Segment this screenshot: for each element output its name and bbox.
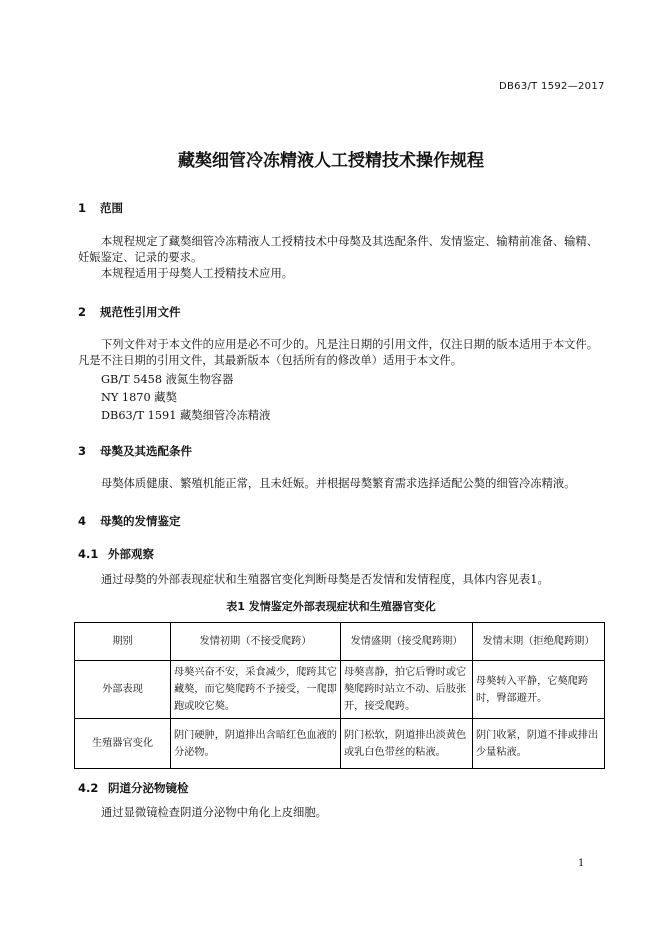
table-row-header: 生殖器官变化: [75, 719, 171, 769]
table-row: [75, 719, 605, 769]
table-cell: 阴门收紧，阴道不排或排出少量粘液。: [473, 719, 605, 769]
table-row-header: 外部表现: [75, 661, 171, 719]
section-title: 阴道分泌物镜检: [108, 781, 189, 795]
document-title: 藏獒细管冷冻精液人工授精技术操作规程: [178, 151, 484, 171]
section-title: 外部观察: [108, 547, 154, 561]
section-title: 母獒的发情鉴定: [100, 514, 181, 528]
table-cell: 阴门松软，阴道排出淡黄色或乳白色带丝的粘液。: [341, 719, 473, 769]
section-number: 3: [78, 444, 87, 458]
estrus-table: [74, 622, 605, 769]
table-header-cell: 发情盛期（接受爬跨期）: [341, 623, 473, 661]
table-header-cell: 发情初期（不接受爬跨）: [171, 623, 341, 661]
reference-item: NY 1870 藏獒: [101, 391, 177, 404]
observation-paragraph: 通过母獒的外部表现症状和生殖器官变化判断母獒是否发情和发情程度，具体内容见表1。: [101, 573, 549, 586]
table-cell: 母獒兴奋不安，采食减少，爬跨其它藏獒，而它獒爬跨不予接受，一爬即跑或咬它獒。: [171, 661, 341, 719]
table-cell: 阴门硬肿，阴道排出含暗红色血液的分泌物。: [171, 719, 341, 769]
section-title: 母獒及其选配条件: [100, 444, 192, 458]
references-paragraph-line-2: 凡是不注日期的引用文件，其最新版本（包括所有的修改单）适用于本文件。: [78, 354, 463, 367]
section-2-heading: [78, 304, 181, 320]
section-4-heading: [78, 513, 181, 529]
table-row: [75, 661, 605, 719]
table-header-cell: 期别: [75, 623, 171, 661]
table-header-row: [75, 623, 605, 661]
selection-paragraph: 母獒体质健康、繁殖机能正常，且未妊娠。并根据母獒繁育需求选择适配公獒的细管冷冻精液。: [101, 477, 576, 490]
reference-item: DB63/T 1591 藏獒细管冷冻精液: [101, 409, 271, 422]
table-caption: 表1 发情鉴定外部表现症状和生殖器官变化: [226, 600, 436, 613]
reference-item: GB/T 5458 液氮生物容器: [101, 373, 234, 386]
scope-applicability: 本规程适用于母獒人工授精技术应用。: [101, 267, 294, 280]
section-number: 4.2: [78, 781, 99, 795]
section-number: 2: [78, 305, 87, 319]
section-title: 规范性引用文件: [100, 305, 181, 319]
references-paragraph-line-1: 下列文件对于本文件的应用是必不可少的。凡是注日期的引用文件，仅注日期的版本适用于本文件。: [101, 338, 599, 351]
scope-paragraph-line-1: 本规程规定了藏獒细管冷冻精液人工授精技术中母獒及其选配条件、发情鉴定、输精前准备、输精、: [101, 235, 599, 248]
section-1-heading: [78, 200, 123, 216]
standard-code: DB63/T 1592—2017: [499, 81, 605, 92]
section-number: 1: [78, 201, 87, 215]
microscopy-paragraph: 通过显微镜检查阴道分泌物中角化上皮细胞。: [101, 806, 327, 819]
page-number: 1: [578, 858, 585, 869]
scope-paragraph-line-2: 妊娠鉴定、记录的要求。: [78, 251, 203, 264]
section-number: 4.1: [78, 547, 99, 561]
section-number: 4: [78, 514, 87, 528]
section-3-heading: [78, 443, 192, 459]
section-4-1-heading: [78, 546, 154, 562]
table-cell: 母獒转入平静，它獒爬跨时，臀部避开。: [473, 661, 605, 719]
table-header-cell: 发情末期（拒绝爬跨期）: [473, 623, 605, 661]
section-4-2-heading: [78, 780, 189, 796]
table-cell: 母獒喜静，拍它后臀时或它獒爬跨时站立不动、后肢张开，接受爬跨。: [341, 661, 473, 719]
section-title: 范围: [100, 201, 123, 215]
